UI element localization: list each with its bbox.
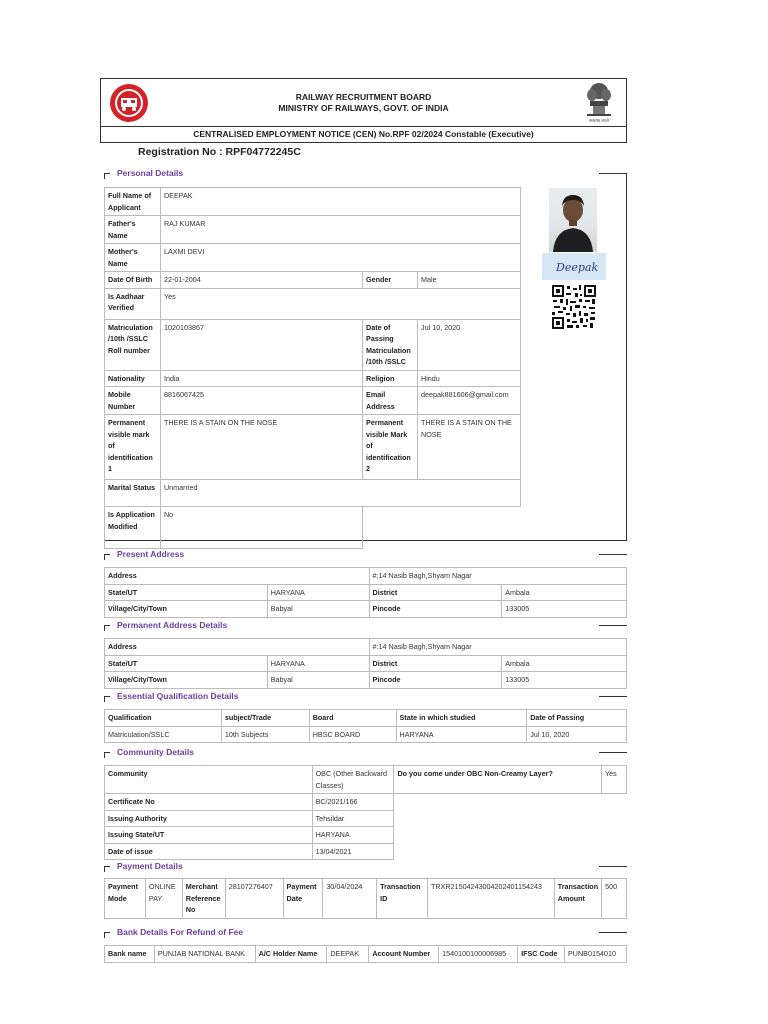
cell-label: Certificate No <box>105 794 313 811</box>
person-photo-icon <box>549 188 597 252</box>
table-row <box>105 655 627 672</box>
section-title: Community Details <box>117 747 194 757</box>
cell-mark2: THERE IS A STAIN ON THE NOSE <box>418 415 521 480</box>
community-table <box>104 765 627 860</box>
ministry-name: MINISTRY OF RAILWAYS, GOVT. OF INDIA <box>278 103 449 113</box>
cell-mark1: THERE IS A STAIN ON THE NOSE <box>160 415 362 480</box>
cell-label: Mother's Name <box>105 244 161 272</box>
cell-label: Pincode <box>369 601 502 618</box>
cell-label: State/UT <box>105 655 268 672</box>
cell-empty <box>394 843 627 860</box>
applicant-signature <box>542 253 606 280</box>
table-row <box>105 244 521 272</box>
table-row <box>105 415 521 480</box>
section-title: Bank Details For Refund of Fee <box>117 927 244 937</box>
table-row <box>105 827 627 844</box>
cell-label: Issuing Authority <box>105 810 313 827</box>
cell-empty <box>394 794 627 811</box>
table-row <box>105 216 521 244</box>
cell-label: Transaction Amount <box>554 879 601 919</box>
cell-state: HARYANA <box>267 655 369 672</box>
notice-title: CENTRALISED EMPLOYMENT NOTICE (CEN) No.RPF 02/2024 Constable (Executive) <box>100 127 627 143</box>
cell-mobile: 8816067425 <box>160 387 362 415</box>
cell-label: Merchant Reference No <box>182 879 225 919</box>
cell-label: Payment Date <box>283 879 323 919</box>
table-row <box>105 639 627 656</box>
table-row <box>105 188 521 216</box>
cell-subject: 10th Subjects <box>221 726 309 743</box>
table-row <box>105 879 627 919</box>
cell-authority: Tehsildar <box>312 810 394 827</box>
payment-table <box>104 878 627 919</box>
table-row <box>105 319 521 370</box>
cell-village: Babyal <box>267 672 369 689</box>
cell-label: Father's Name <box>105 216 161 244</box>
cell-board: HBSC BOARD <box>309 726 396 743</box>
qr-code-icon <box>551 284 597 330</box>
cell-pincode: 133005 <box>502 601 627 618</box>
cell-passing: Jul 10, 2020 <box>418 319 521 370</box>
table-row <box>105 507 521 549</box>
cell-label: Pincode <box>369 672 502 689</box>
cell-label: Bank name <box>105 946 155 963</box>
cell-merchant-ref: 28107276407 <box>225 879 283 919</box>
cell-community: OBC (Other Backward Classes) <box>312 766 394 794</box>
personal-table <box>104 187 521 549</box>
cell-label: Permanent visible mark of identification 1 <box>105 415 161 480</box>
cell-label: Email Address <box>363 387 418 415</box>
cell-label: Gender <box>363 272 418 289</box>
cell-label: Payment Mode <box>105 879 146 919</box>
section-payment <box>104 861 627 873</box>
cell-gender: Male <box>418 272 521 289</box>
cell-district: Ambala <box>502 584 627 601</box>
cell-label: District <box>369 584 502 601</box>
cell-mother-name: LAXMI DEVI <box>160 244 520 272</box>
cell-label: Date of issue <box>105 843 313 860</box>
table-row <box>105 672 627 689</box>
cell-district: Ambala <box>502 655 627 672</box>
cell-payment-mode: ONLINE PAY <box>145 879 182 919</box>
cell-marital: Unmarried <box>160 480 520 507</box>
cell-empty <box>394 810 627 827</box>
table-row <box>105 766 627 794</box>
table-row <box>105 288 521 319</box>
section-permanent-address <box>104 620 627 632</box>
cell-empty <box>394 827 627 844</box>
table-row <box>105 568 627 585</box>
cell-label: Transaction ID <box>377 879 428 919</box>
cell-label: Is Application Modified <box>105 507 161 549</box>
cell-modified: No <box>160 507 362 549</box>
section-bank <box>104 927 627 939</box>
cell-state: HARYANA <box>267 584 369 601</box>
cell-label: Date of Passing Matriculation /10th /SSLC <box>363 319 418 370</box>
section-title: Essential Qualification Details <box>117 691 239 701</box>
cell-empty <box>363 507 521 549</box>
section-title: Permanent Address Details <box>117 620 228 630</box>
cell-label: Account Number <box>369 946 439 963</box>
table-row <box>105 810 627 827</box>
cell-label: IFSC Code <box>518 946 565 963</box>
table-row <box>105 601 627 618</box>
cell-address: #:14 Nasib Bagh,Shyam Nagar <box>369 639 626 656</box>
cell-cert: BC/2021/166 <box>312 794 394 811</box>
qualification-table <box>104 709 627 743</box>
cell-label: Marital Status <box>105 480 161 507</box>
section-title: Present Address <box>117 549 185 559</box>
section-title: Personal Details <box>117 168 184 178</box>
header-state: State in which studied <box>396 710 527 727</box>
cell-transaction-id: TRXR21504243004202401154243 <box>428 879 555 919</box>
table-row <box>105 843 627 860</box>
cell-village: Babyal <box>267 601 369 618</box>
header-qualification: Qualification <box>105 710 222 727</box>
cell-label: Full Name of Applicant <box>105 188 161 216</box>
cell-amount: 500 <box>602 879 627 919</box>
applicant-photo <box>549 188 597 252</box>
cell-bank-name: PUNJAB NATIONAL BANK <box>154 946 255 963</box>
cell-label: Address <box>105 568 370 585</box>
cell-account-number: 1540100100006985 <box>439 946 518 963</box>
cell-aadhaar: Yes <box>160 288 520 319</box>
cell-holder-name: DEEPAK <box>327 946 369 963</box>
cell-religion: Hindu <box>418 370 521 387</box>
cell-father-name: RAJ KUMAR <box>160 216 520 244</box>
cell-label: Religion <box>363 370 418 387</box>
cell-label: Village/City/Town <box>105 601 268 618</box>
header-subject: subject/Trade <box>221 710 309 727</box>
present-address-table <box>104 567 627 618</box>
cell-ifsc: PUNB0154010 <box>564 946 626 963</box>
cell-issuing-state: HARYANA <box>312 827 394 844</box>
cell-label: District <box>369 655 502 672</box>
section-title: Payment Details <box>117 861 183 871</box>
cell-dob: 22-01-2004 <box>160 272 362 289</box>
permanent-address-table <box>104 638 627 689</box>
header-board: Board <box>309 710 396 727</box>
cell-label: Date Of Birth <box>105 272 161 289</box>
cell-label: Nationality <box>105 370 161 387</box>
table-row <box>105 726 627 743</box>
cell-issue-date: 13/04/2021 <box>312 843 394 860</box>
cell-nationality: India <box>160 370 362 387</box>
national-emblem-icon <box>582 82 616 124</box>
table-row <box>105 584 627 601</box>
document-header <box>100 78 627 127</box>
cell-label: Is Aadhaar Verified <box>105 288 161 319</box>
cell-label: Issuing State/UT <box>105 827 313 844</box>
cell-label: Matriculation /10th /SSLC Roll number <box>105 319 161 370</box>
cell-state: HARYANA <box>396 726 527 743</box>
cell-address: #:14 Nasib Bagh,Shyam Nagar <box>369 568 626 585</box>
emblem-motto: सत्यमेव जयते <box>589 118 609 123</box>
cell-pincode: 133005 <box>502 672 627 689</box>
table-row <box>105 272 521 289</box>
table-row <box>105 370 521 387</box>
table-row <box>105 946 627 963</box>
registration-number: Registration No : RPF04772245C <box>138 146 301 158</box>
table-row <box>105 387 521 415</box>
cell-full-name: DEEPAK <box>160 188 520 216</box>
cell-label: Address <box>105 639 370 656</box>
table-row <box>105 710 627 727</box>
section-community <box>104 747 627 759</box>
table-row <box>105 794 627 811</box>
cell-label: Do you come under OBC Non-Creamy Layer? <box>394 766 602 794</box>
cell-roll: 1020103867 <box>160 319 362 370</box>
cell-non-creamy: Yes <box>602 766 627 794</box>
bank-table <box>104 945 627 963</box>
section-qualification <box>104 691 627 703</box>
cell-label: Permanent visible Mark of identification 2 <box>363 415 418 480</box>
signature-text: Deepak <box>556 261 599 274</box>
cell-label: Community <box>105 766 313 794</box>
header-date: Date of Passing <box>527 710 627 727</box>
cell-label: Village/City/Town <box>105 672 268 689</box>
cell-label: Mobile Number <box>105 387 161 415</box>
section-present-address <box>104 549 627 561</box>
board-name: RAILWAY RECRUITMENT BOARD <box>295 92 432 102</box>
cell-label: A/C Holder Name <box>255 946 327 963</box>
cell-qualification: Matriculation/SSLC <box>105 726 222 743</box>
cell-payment-date: 30/04/2024 <box>323 879 377 919</box>
cell-date: Jul 10, 2020 <box>527 726 627 743</box>
table-row <box>105 480 521 507</box>
cell-label: State/UT <box>105 584 268 601</box>
cell-email: deepak881606@gmail.com <box>418 387 521 415</box>
